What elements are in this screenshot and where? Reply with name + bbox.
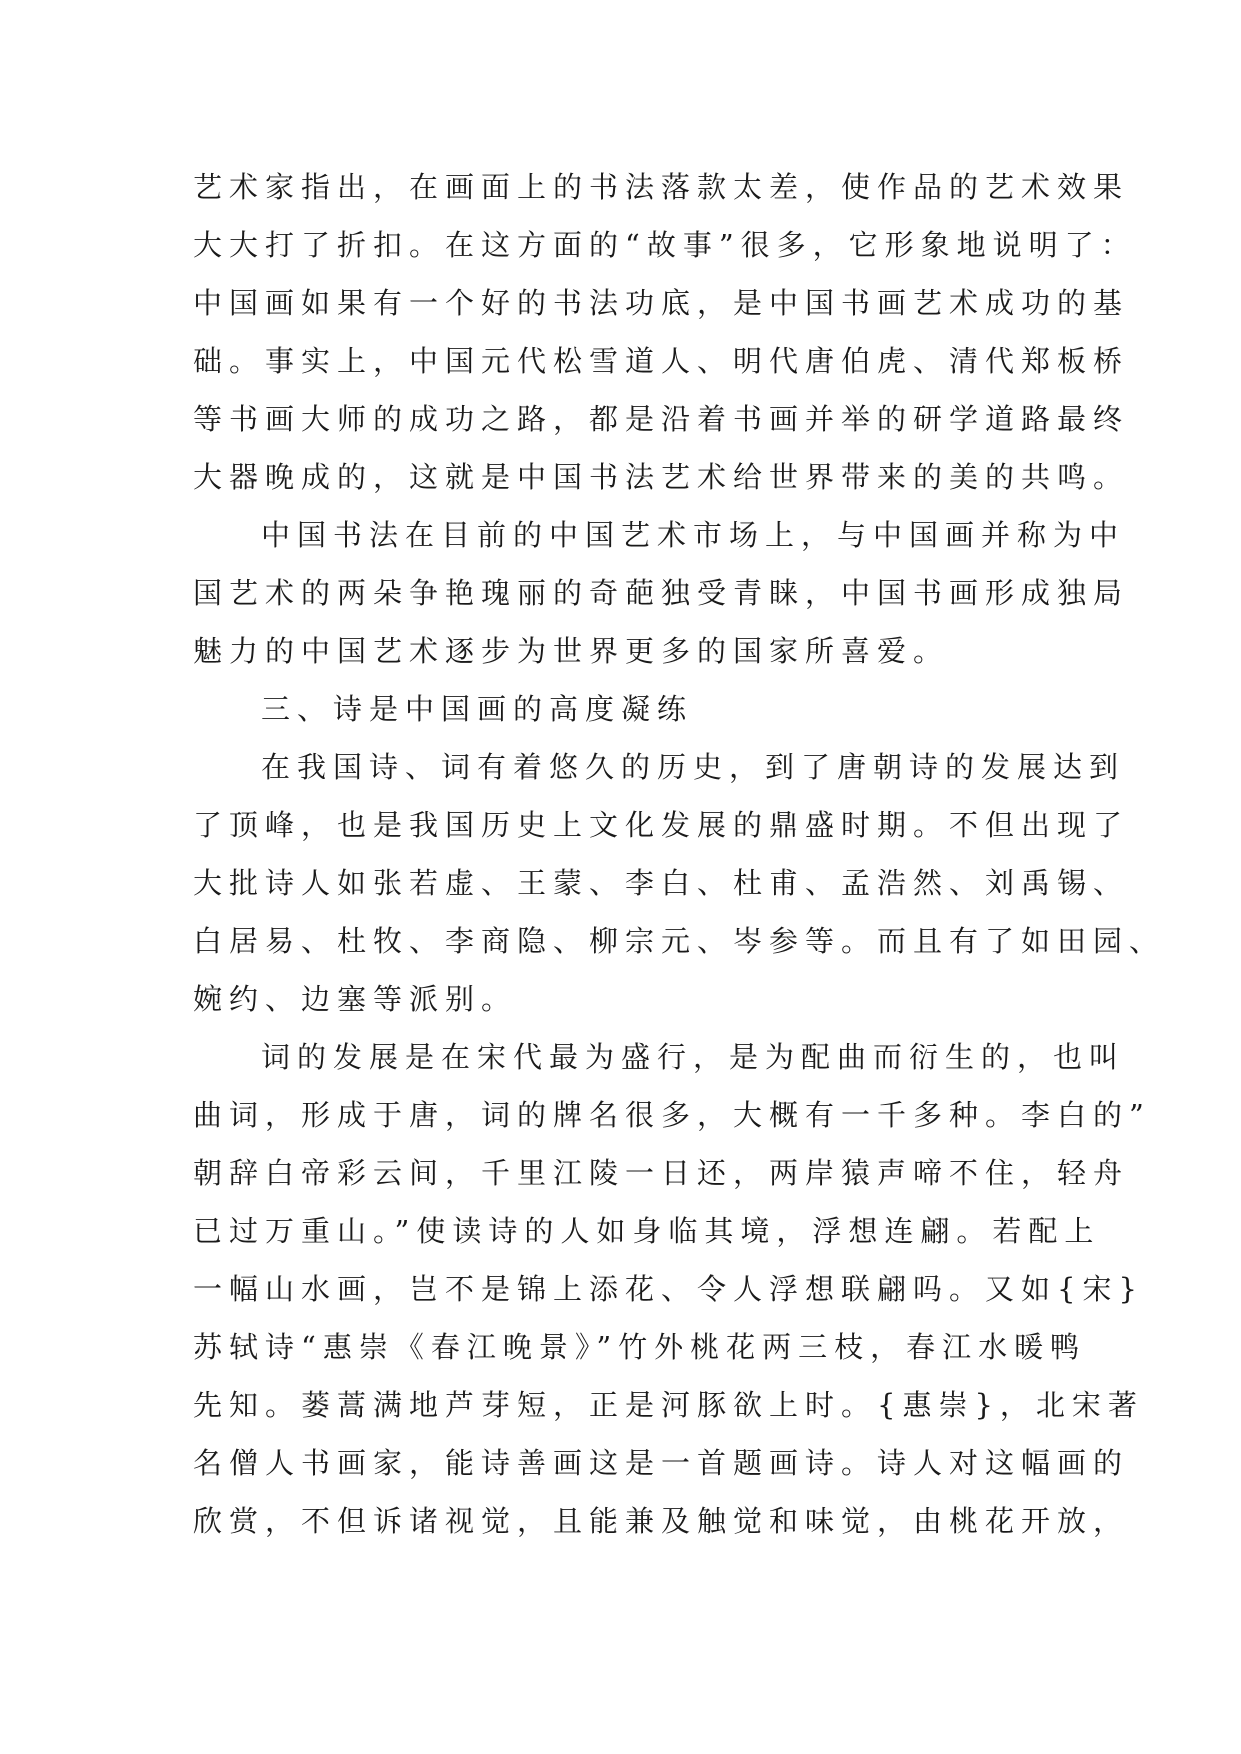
section-heading: 三、诗是中国画的高度凝练 bbox=[261, 692, 694, 726]
text-line: 一幅山水画，岂不是锦上添花、令人浮想联翩吗。又如{宋} bbox=[193, 1272, 1144, 1306]
text-line: 艺术家指出，在画面上的书法落款太差，使作品的艺术效果 bbox=[193, 170, 1130, 204]
text-line: 大大打了折扣。在这方面的“故事”很多，它形象地说明了： bbox=[193, 228, 1137, 262]
text-line: 已过万重山。”使读诗的人如身临其境，浮想连翩。若配上 bbox=[193, 1214, 1101, 1248]
text-line: 了顶峰，也是我国历史上文化发展的鼎盛时期。不但出现了 bbox=[193, 808, 1130, 842]
paragraph-start-line: 词的发展是在宋代最为盛行，是为配曲而衍生的，也叫 bbox=[261, 1040, 1126, 1074]
text-line: 白居易、杜牧、李商隐、柳宗元、岑参等。而且有了如田园、 bbox=[193, 924, 1166, 958]
text-line: 魅力的中国艺术逐步为世界更多的国家所喜爱。 bbox=[193, 634, 950, 668]
text-line: 曲词，形成于唐，词的牌名很多，大概有一千多种。李白的” bbox=[193, 1098, 1151, 1132]
paragraph-start-line: 在我国诗、词有着悠久的历史，到了唐朝诗的发展达到 bbox=[261, 750, 1126, 784]
paragraph-start-line: 中国书法在目前的中国艺术市场上，与中国画并称为中 bbox=[261, 518, 1126, 552]
text-line: 朝辞白帝彩云间，千里江陵一日还，两岸猿声啼不住，轻舟 bbox=[193, 1156, 1130, 1190]
body-text bbox=[193, 158, 1166, 1550]
text-line: 础。事实上，中国元代松雪道人、明代唐伯虎、清代郑板桥 bbox=[193, 344, 1130, 378]
text-line: 欣赏，不但诉诸视觉，且能兼及触觉和味觉，由桃花开放， bbox=[193, 1504, 1130, 1538]
text-line: 国艺术的两朵争艳瑰丽的奇葩独受青睐，中国书画形成独局 bbox=[193, 576, 1130, 610]
text-line: 婉约、边塞等派别。 bbox=[193, 982, 518, 1016]
text-line: 等书画大师的成功之路，都是沿着书画并举的研学道路最终 bbox=[193, 402, 1130, 436]
text-line: 先知。蒌蒿满地芦芽短，正是河豚欲上时。{惠崇}，北宋著 bbox=[193, 1388, 1144, 1422]
text-line: 名僧人书画家，能诗善画这是一首题画诗。诗人对这幅画的 bbox=[193, 1446, 1130, 1480]
text-line: 苏轼诗“惠崇《春江晚景》”竹外桃花两三枝，春江水暖鸭 bbox=[193, 1330, 1087, 1364]
text-line: 大批诗人如张若虚、王蒙、李白、杜甫、孟浩然、刘禹锡、 bbox=[193, 866, 1130, 900]
text-line: 中国画如果有一个好的书法功底，是中国书画艺术成功的基 bbox=[193, 286, 1130, 320]
text-line: 大器晚成的，这就是中国书法艺术给世界带来的美的共鸣。 bbox=[193, 460, 1130, 494]
